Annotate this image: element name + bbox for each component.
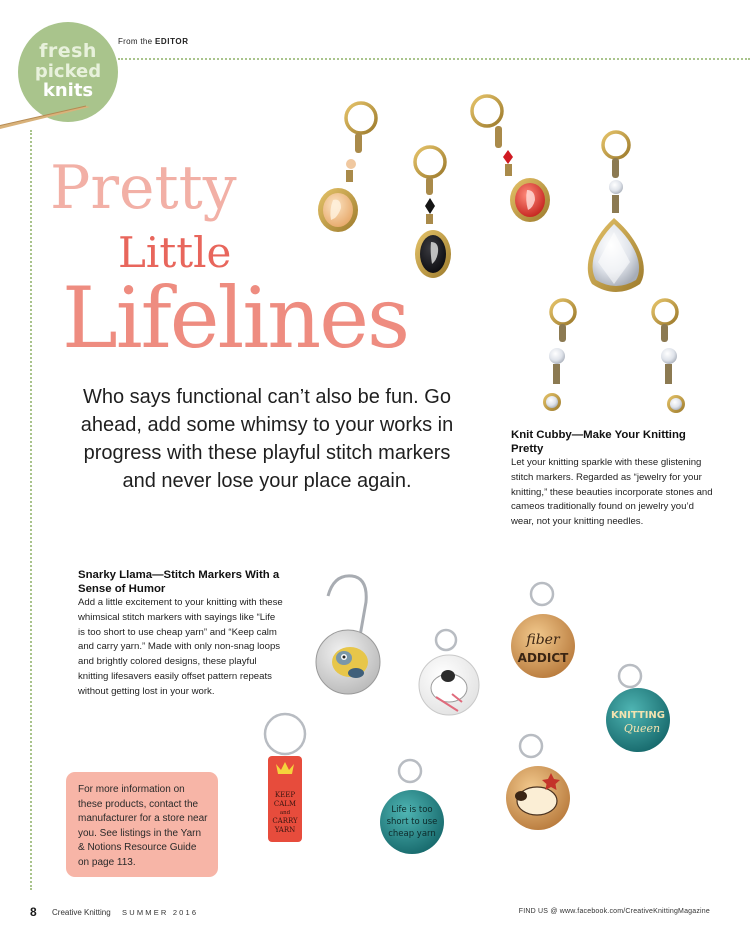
- knitting-queen-charm: [606, 665, 670, 752]
- keep-calm-charm: [265, 714, 305, 842]
- addict-text: ADDICT: [517, 651, 569, 665]
- knit-cubby-body: Let your knitting sparkle with these glistening stitch markers. Regarded as “jewelry for your knitting,” these beauties incorporate stones and cameos traditionally found on jewelry you’d wear, not your knitting needles.: [511, 457, 713, 528]
- badge-line-2: picked: [34, 61, 102, 82]
- calm-text: CALM: [273, 800, 297, 808]
- and-text: and: [279, 810, 291, 816]
- keep-text: KEEP: [274, 791, 296, 799]
- carry-text: CARRY: [272, 817, 298, 825]
- small-crystal-marker-left: [543, 300, 575, 411]
- life-line-3: cheap yarn: [388, 829, 436, 839]
- teardrop-crystal-marker: [588, 132, 644, 292]
- peach-cameo-marker: [318, 103, 376, 232]
- life-line-1: Life is too: [391, 805, 433, 815]
- badge-line-1: fresh: [39, 40, 97, 62]
- info-box: For more information on these products, contact the manufacturer for a store near you. See listings in the Yarn & Notions Resource Guide on page 113.: [66, 772, 218, 877]
- small-crystal-marker-right: [653, 300, 685, 413]
- snarky-llama-body: Add a little excitement to your knitting with these whimsical stitch markers with sayings like “Life is too short to use cheap yarn” and “Keep calm and carry yarn.” Made with only non-snag loops and brightly colored designs, these playful knitting lifesavers easily offset pattern repeats without getting lost in your work.: [78, 597, 283, 697]
- intro-paragraph: Who says functional can’t also be fun. Go ahead, add some whimsy to your works in progress with these playful stitch markers and never lose your place again.: [80, 386, 454, 492]
- title-word-little: Little: [118, 228, 232, 277]
- title-word-lifelines: Lifelines: [62, 269, 409, 367]
- red-cameo-marker: [472, 96, 550, 222]
- white-sheep-charm: [419, 630, 479, 715]
- yarn-text: YARN: [274, 826, 296, 834]
- magazine-name: Creative Knitting: [52, 908, 111, 917]
- sheep-star-charm: [506, 735, 570, 830]
- title-word-pretty: Pretty: [50, 153, 237, 223]
- knit-cubby-heading: Knit Cubby—Make Your Knitting Pretty: [511, 429, 686, 455]
- life-line-2: short to use: [386, 817, 438, 827]
- badge-line-3: knits: [42, 80, 94, 101]
- knitting-text: KNITTING: [610, 710, 666, 721]
- issue-label: SUMMER 2016: [122, 908, 199, 917]
- fiber-text: fiber: [526, 632, 560, 648]
- find-us-link[interactable]: FIND US @ www.facebook.com/CreativeKnittingMagazine: [518, 908, 710, 915]
- black-cameo-marker: [415, 147, 451, 278]
- life-too-short-charm: [380, 760, 444, 854]
- page-number: 8: [30, 905, 37, 919]
- kicker-section: EDITOR: [154, 37, 189, 46]
- kicker-prefix: From the: [118, 37, 153, 46]
- snarky-llama-heading: Snarky Llama—Stitch Markers With a Sense of Humor: [78, 569, 280, 595]
- sheep-tin-charm: [316, 576, 380, 694]
- queen-text: Queen: [623, 722, 661, 735]
- fiber-addict-charm: [511, 583, 575, 678]
